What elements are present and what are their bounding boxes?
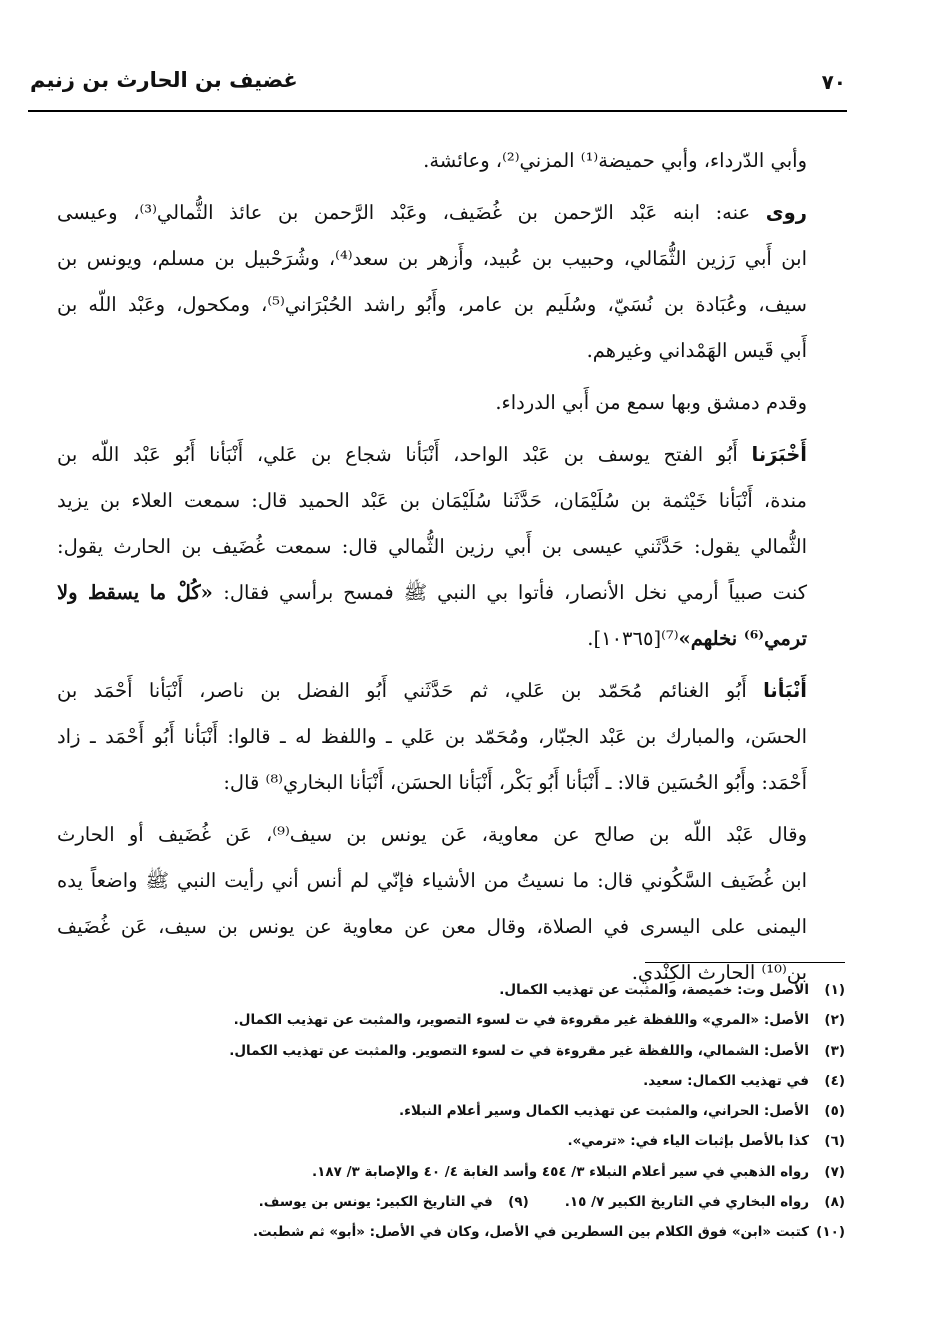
paragraph-damascus [57, 380, 845, 426]
paragraph-hadith-2 [57, 812, 845, 996]
footnotes [140, 975, 845, 1248]
text-line: وقال عَبْد اللّه بن صالح عن معاوية، عَن يونس بن سيف⁽⁹⁾، عَن غُضَيف أو الحارث [57, 823, 807, 846]
text-line: ترمي⁽⁶⁾ نخلهم»⁽⁷⁾[١٠٣٦٥]. [587, 627, 807, 650]
header-divider [28, 110, 847, 112]
hadith-text: ترمي⁽⁶⁾ نخلهم» [678, 627, 807, 650]
footnote: (١٠)كتبت «ابن» فوق الكلام بين السطرين في الأصل، وكان في الأصل: «أبو» ثم شطبت. [252, 1224, 845, 1241]
text-line: كنت صبياً أرمي نخل الأنصار، فأتوا بي النبي ﷺ فمسح برأسي فقال: «كُلْ ما يسقط ولا [57, 581, 807, 604]
footnote: (٦)كذا بالأصل بإثبات الياء في: «ترمي». [567, 1133, 845, 1150]
text-line: سيف، وعُبَادة بن نُسَيّ، وسُلَيم بن عامر، وأَبُو راشد الحُبْرَاني⁽⁵⁾، ومكحول، وعَبْد اللّه بن [57, 293, 807, 316]
footnote: (٤)في تهذيب الكمال: سعيد. [643, 1072, 845, 1089]
text-line: روى عنه: ابنه عَبْد الرّحمن بن غُضَيف، وعَبْد الرَّحمن بن عائذ الثُّمالي⁽³⁾، وعيسى [57, 201, 807, 224]
text-line: أَحْمَد: وأَبُو الحُسَين قالا: ـ أَنْبَأنا أَبُو بَكْر، أَنْبَأنا الحسَن، أَنْبَأنا البخاري⁽⁸⁾ قال: [223, 771, 807, 794]
text-line: ابن غُضَيف السَّكُوني قال: ما نسيتُ من الأشياء فإنّي لم أنس أني رأيت النبي ﷺ واضعاً يده [57, 869, 807, 892]
main-text [57, 138, 845, 1002]
paragraph-hadith-1 [57, 432, 845, 662]
paragraph-narrators [57, 190, 845, 374]
running-title: غضيف بن الحارث بن زنيم [30, 68, 298, 92]
paragraph-teachers [57, 138, 845, 184]
footnote: (٥)الأصل: الحراني، والمثبت عن تهذيب الكمال وسير أعلام النبلاء. [399, 1103, 845, 1120]
text-line: وقدم دمشق وبها سمع من أَبي الدرداء. [495, 391, 807, 414]
keyword-akhbarana: أَخْبَرَنا [751, 443, 807, 466]
footnote: (٧)رواه الذهبي في سير أعلام النبلاء ٣/ ٤٥٤ وأسد الغابة ٤/ ٤٠ والإصابة ٣/ ١٨٧. [312, 1163, 845, 1180]
footnote: (١)الأصل وت: خميصة، والمثبت عن تهذيب الكمال. [499, 982, 845, 998]
text-line: أَخْبَرَنا أَبُو الفتح يوسف بن عَبْد الواحد، أَنْبَأنا شجاع بن عَلي، أَنْبَأنا أَبُو عَبْد اللّه بن [57, 443, 807, 466]
text-line: بن⁽¹⁰⁾ الحارث الكِنْدي. [631, 961, 807, 984]
text-line: الحسَن، والمبارك بن عَبْد الجبّار، ومُحَمّد بن عَلي ـ واللفظ له ـ قالوا: أَنْبَأنا أَبُو أَحْمَد ـ زاد [57, 725, 807, 748]
text-line: مندة، أَنْبَأنا خَيْثمة بن سُلَيْمَان، حَدَّثَنا سُلَيْمَان بن عَبْد الحميد قال: سمعت العلاء بن يزيد [57, 489, 807, 512]
text-line: وأبي الدّرداء، وأبي حميضة⁽¹⁾ المزني⁽²⁾، وعائشة. [423, 149, 807, 172]
text-line: ابن أَبي رَزين الثُّمَالي، وحبيب بن عُبيد، وأَزهر بن سعد⁽⁴⁾، وشُرَحْبيل بن مسلم، ويونس بن [57, 247, 807, 270]
keyword-rawa: روى [765, 201, 807, 224]
text-line: اليمنى على اليسرى في الصلاة، وقال معن عن معاوية عن يونس بن سيف، عَن غُضَيف [57, 915, 807, 938]
keyword-anbana: أَنْبَأنا [763, 679, 807, 702]
footnote: (٣)الأصل: الشمالي، واللفظة غير مقروءة في ت لسوء التصوير. والمثبت عن تهذيب الكمال. [229, 1042, 845, 1059]
hadith-text: «كُلْ ما يسقط ولا [57, 581, 224, 604]
text-line: أَبي قَيس الهَمْداني وغيرهم. [586, 339, 807, 362]
text-line: الثُّمالي يقول: حَدَّثَني عيسى بن أَبي رزين الثُّمالي قال: سمعت غُضَيف بن الحارث يقول: [57, 535, 807, 558]
footnote-divider [645, 962, 845, 963]
footnote: (٢)الأصل: «المري» واللفظة غير مقروءة في ت لسوء التصوير، والمثبت عن تهذيب الكمال. [233, 1012, 845, 1029]
page-number: ٧٠ [821, 70, 846, 94]
paragraph-isnad-2 [57, 668, 845, 806]
footnote: (٨)رواه البخاري في التاريخ الكبير ٧/ ١٥.(٩)في التاريخ الكبير: يونس بن يوسف. [258, 1194, 845, 1211]
text-line: أَنْبَأنا أَبُو الغنائم مُحَمّد بن عَلي، ثم حَدَّثَني أَبُو الفضل بن ناصر، أَنْبَأنا أَحْمَد بن [57, 679, 807, 702]
